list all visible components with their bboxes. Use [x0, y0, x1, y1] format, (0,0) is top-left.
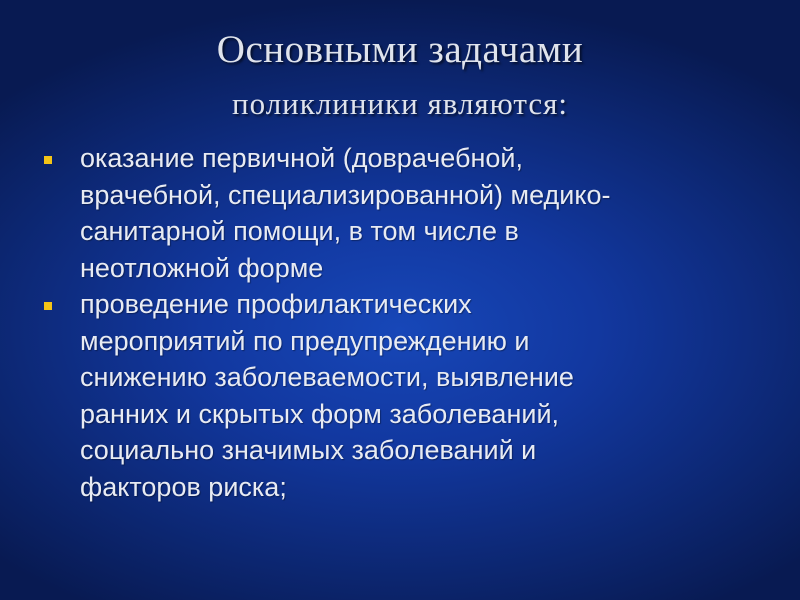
bullet-text-line: факторов риска; [80, 471, 287, 502]
square-bullet-icon [44, 156, 52, 164]
bullet-text-line: оказание первичной (доврачебной, [80, 143, 523, 173]
slide-title [0, 24, 800, 130]
bullet-text-line: мероприятий по предупреждению и [80, 325, 530, 356]
bullet-text-line: ранних и скрытых форм заболеваний, [80, 398, 560, 429]
bullet-text-line: социально значимых заболеваний и [80, 435, 537, 465]
bullet-item [44, 286, 744, 505]
bullet-text-line: проведение профилактических [80, 289, 472, 319]
bullet-text-line: неотложной форме [80, 252, 324, 283]
bullet-text-line: снижению заболеваемости, выявление [80, 362, 574, 392]
bullet-text-line: санитарной помощи, в том числе в [80, 216, 519, 246]
bullet-text-line: врачебной, специализированной) медико- [80, 179, 611, 210]
title-line-1: Основными задачами [216, 28, 584, 71]
bullet-item [44, 140, 744, 286]
title-line-2: поликлиники являются: [232, 86, 568, 121]
bullet-list [44, 140, 744, 505]
square-bullet-icon [44, 302, 52, 310]
